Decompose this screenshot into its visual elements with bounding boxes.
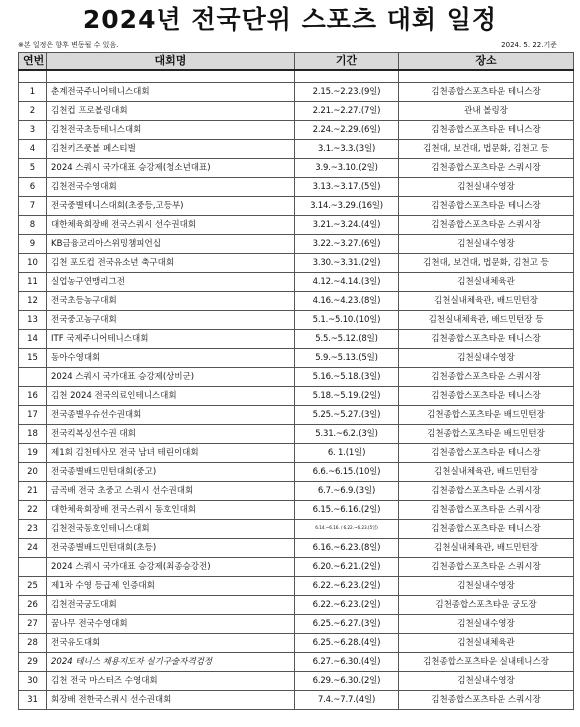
row-number: 14 [19,329,47,348]
row-number: 20 [19,462,47,481]
table-row [19,538,574,557]
row-number: 16 [19,386,47,405]
table-row [19,177,574,196]
event-place: 김천실내체육관, 배드민턴장 [399,291,574,310]
event-place: 김천실내수영장 [399,234,574,253]
event-name: 2024 스쿼시 국가대표 승강제(최종승강전) [47,557,295,576]
event-period: 6.20.~6.21.(2일) [295,557,399,576]
row-number: 10 [19,253,47,272]
row-number [19,557,47,576]
event-name: 전국중고농구대회 [47,310,295,329]
table-row [19,386,574,405]
reference-date: 2024. 5. 22.기준 [501,41,557,49]
event-place: 김천종합스포츠타운 스쿼시장 [399,500,574,519]
event-period: 3.22.~3.27.(6일) [295,234,399,253]
row-number: 18 [19,424,47,443]
header-place: 장소 [399,53,574,71]
event-place: 김천종합스포츠타운 스쿼시장 [399,557,574,576]
event-name: 2024 테니스 채용지도자 실기구술자격검정 [47,652,295,671]
row-number: 15 [19,348,47,367]
table-row [19,424,574,443]
event-name: 김천전국궁도대회 [47,595,295,614]
event-place: 김천종합스포츠타운 궁도장 [399,595,574,614]
event-place: 김천실내수영장 [399,348,574,367]
table-row [19,348,574,367]
event-place: 김천실내체육관, 배드민턴장 [399,538,574,557]
event-name: 대한체육회장배 전국스쿼시 동호인대회 [47,500,295,519]
table-row [19,462,574,481]
event-name: 전국유도대회 [47,633,295,652]
row-number: 29 [19,652,47,671]
row-number: 5 [19,158,47,177]
event-name: 김천 전국 마스터즈 수영대회 [47,671,295,690]
table-row [19,70,574,82]
row-number: 4 [19,139,47,158]
event-name: 김천전국동호인테니스대회 [47,519,295,538]
event-name: 금곡배 전국 초중고 스쿼시 선수권대회 [47,481,295,500]
row-number: 23 [19,519,47,538]
event-period: 5.1.~5.10.(10일) [295,310,399,329]
event-place: 김천종합스포츠타운 배드민턴장 [399,424,574,443]
event-name: 김천전국초등테니스대회 [47,120,295,139]
event-period: 5.31.~6.2.(3일) [295,424,399,443]
table-row [19,329,574,348]
row-number [19,70,47,82]
event-place: 김천종합스포츠타운 테니스장 [399,82,574,101]
row-number: 11 [19,272,47,291]
row-number: 17 [19,405,47,424]
table-row [19,443,574,462]
row-number [19,367,47,386]
table-row [19,576,574,595]
event-place: 김천대, 보건대, 법문화, 김천고 등 [399,253,574,272]
event-place: 김천종합스포츠타운 테니스장 [399,386,574,405]
event-period: 3.1.~3.3.(3일) [295,139,399,158]
event-place: 김천실내체육관, 배드민턴장 [399,462,574,481]
event-place: 김천실내체육관 [399,633,574,652]
event-name: 전국종별배드민턴대회(중고) [47,462,295,481]
event-period: 6.16.~6.23.(8일) [295,538,399,557]
event-place: 관내 볼링장 [399,101,574,120]
event-place: 김천대, 보건대, 법문화, 김천고 등 [399,139,574,158]
table-row [19,139,574,158]
event-place: 김천실내체육관 [399,272,574,291]
event-name: 전국중별테니스대회(초중등,고등부) [47,196,295,215]
event-place: 김천종합스포츠타운 스쿼시장 [399,690,574,709]
row-number: 1 [19,82,47,101]
table-row [19,272,574,291]
table-row [19,500,574,519]
event-place: 김천종합스포츠타운 테니스장 [399,120,574,139]
event-place: 김천종합스포츠타운 테니스장 [399,519,574,538]
event-period: 5.25.~5.27.(3일) [295,405,399,424]
event-period: 4.16.~4.23.(8일) [295,291,399,310]
event-name: 전국킥복싱선수권 대회 [47,424,295,443]
event-place: 김천실내체육관, 배드민턴장 등 [399,310,574,329]
row-number: 21 [19,481,47,500]
event-period: 4.12.~4.14.(3일) [295,272,399,291]
table-row [19,215,574,234]
row-number: 27 [19,614,47,633]
event-name: 꿈나무 전국수영대회 [47,614,295,633]
table-row [19,158,574,177]
table-row [19,690,574,709]
event-name: 2024 스쿼시 국가대표 승강제(상비군) [47,367,295,386]
event-period [295,70,399,82]
header-period: 기간 [295,53,399,71]
row-number: 25 [19,576,47,595]
row-number: 22 [19,500,47,519]
event-period: 2.24.~2.29.(6일) [295,120,399,139]
event-place: 김천종합스포츠타운 스쿼시장 [399,158,574,177]
table-row [19,253,574,272]
row-number: 7 [19,196,47,215]
table-row [19,82,574,101]
event-place: 김천실내수영장 [399,614,574,633]
event-name: 김천컵 프로볼링대회 [47,101,295,120]
table-header-row [19,53,574,71]
row-number: 24 [19,538,47,557]
table-row [19,120,574,139]
event-period: 5.5.~5.12.(8일) [295,329,399,348]
event-period: 3.14.~3.29.(16일) [295,196,399,215]
event-place: 김천종합스포츠타운 스쿼시장 [399,367,574,386]
event-period: 6.25.~6.28.(4일) [295,633,399,652]
event-name: 전국종별우슈선수권대회 [47,405,295,424]
table-row [19,291,574,310]
event-period: 7.4.~7.7.(4일) [295,690,399,709]
event-period: 2.15.~2.23.(9일) [295,82,399,101]
event-name: 김천 포도컵 전국유소년 축구대회 [47,253,295,272]
event-name: 김천 2024 전국의료인테니스대회 [47,386,295,405]
event-place [399,70,574,82]
event-name: KB금융코리아스위밍챔피언십 [47,234,295,253]
event-name: 전국초등농구대회 [47,291,295,310]
event-period: 3.9.~3.10.(2일) [295,158,399,177]
event-period: 6.22.~6.23.(2일) [295,576,399,595]
event-period: 6.25.~6.27.(3일) [295,614,399,633]
row-number: 6 [19,177,47,196]
table-row [19,652,574,671]
event-period: 6.29.~6.30.(2일) [295,671,399,690]
table-row [19,310,574,329]
table-row [19,405,574,424]
event-period: 6.27.~6.30.(4일) [295,652,399,671]
table-row [19,367,574,386]
event-name: 춘계전국주니어테니스대회 [47,82,295,101]
event-period: 3.30.~3.31.(2일) [295,253,399,272]
event-period: 5.9.~5.13.(5일) [295,348,399,367]
event-period: 6.7.~6.9.(3일) [295,481,399,500]
event-place: 김천실내수영장 [399,576,574,595]
table-row [19,519,574,538]
event-place: 김천종합스포츠타운 테니스장 [399,196,574,215]
event-place: 김천실내수영장 [399,177,574,196]
row-number: 8 [19,215,47,234]
event-name: 김천키즈풋볼 페스티벌 [47,139,295,158]
row-number: 2 [19,101,47,120]
schedule-table [18,52,574,710]
row-number: 30 [19,671,47,690]
disclaimer-note: ※본 일정은 향후 변동될 수 있음. [18,41,119,49]
table-row [19,633,574,652]
table-row [19,234,574,253]
table-row [19,671,574,690]
event-name: 2024 스쿼시 국가대표 승강제(청소년대표) [47,158,295,177]
event-name: 동아수영대회 [47,348,295,367]
event-place: 김천종합스포츠타운 배드민턴장 [399,405,574,424]
event-period: 6.6.~6.15.(10일) [295,462,399,481]
event-name: 대한체육회장배 전국스쿼시 선수권대회 [47,215,295,234]
event-place: 김천종합스포츠타운 실내테니스장 [399,652,574,671]
table-row [19,196,574,215]
table-row [19,481,574,500]
event-place: 김천종합스포츠타운 테니스장 [399,443,574,462]
table-row [19,595,574,614]
event-name: 제1회 김천테사모 전국 남녀 테린이대회 [47,443,295,462]
page-title: 2024년 전국단위 스포츠 대회 일정 [82,5,498,34]
table-row [19,557,574,576]
event-period: 6.14.~6.16. / 6.22.~6.23.(5일) [295,519,399,538]
event-period: 6.22.~6.23.(2일) [295,595,399,614]
table-row [19,101,574,120]
row-number: 3 [19,120,47,139]
table-row [19,614,574,633]
row-number: 19 [19,443,47,462]
event-period: 3.21.~3.24.(4일) [295,215,399,234]
event-period: 6.15.~6.16.(2일) [295,500,399,519]
event-period: 3.13.~3.17.(5일) [295,177,399,196]
row-number: 9 [19,234,47,253]
event-name: 회장배 전한국스쿼시 선수권대회 [47,690,295,709]
event-place: 김천실내수영장 [399,671,574,690]
event-name: 김천전국수영대회 [47,177,295,196]
event-period: 6. 1.(1일) [295,443,399,462]
row-number: 28 [19,633,47,652]
row-number: 31 [19,690,47,709]
event-period: 5.18.~5.19.(2일) [295,386,399,405]
header-name: 대회명 [47,53,295,71]
row-number: 13 [19,310,47,329]
event-period: 5.16.~5.18.(3일) [295,367,399,386]
header-no: 연번 [19,53,47,71]
event-place: 김천종합스포츠타운 테니스장 [399,329,574,348]
table-body [19,70,574,709]
event-name: 제1차 수영 등급제 인증대회 [47,576,295,595]
event-name: 실업농구연맹리그전 [47,272,295,291]
event-place: 김천종합스포츠타운 스쿼시장 [399,215,574,234]
event-name: ITF 국제주니어테니스대회 [47,329,295,348]
event-place: 김천종합스포츠타운 스쿼시장 [399,481,574,500]
event-name [47,70,295,82]
event-name: 전국종별배드민턴대회(초등) [47,538,295,557]
row-number: 26 [19,595,47,614]
event-period: 2.21.~2.27.(7일) [295,101,399,120]
row-number: 12 [19,291,47,310]
